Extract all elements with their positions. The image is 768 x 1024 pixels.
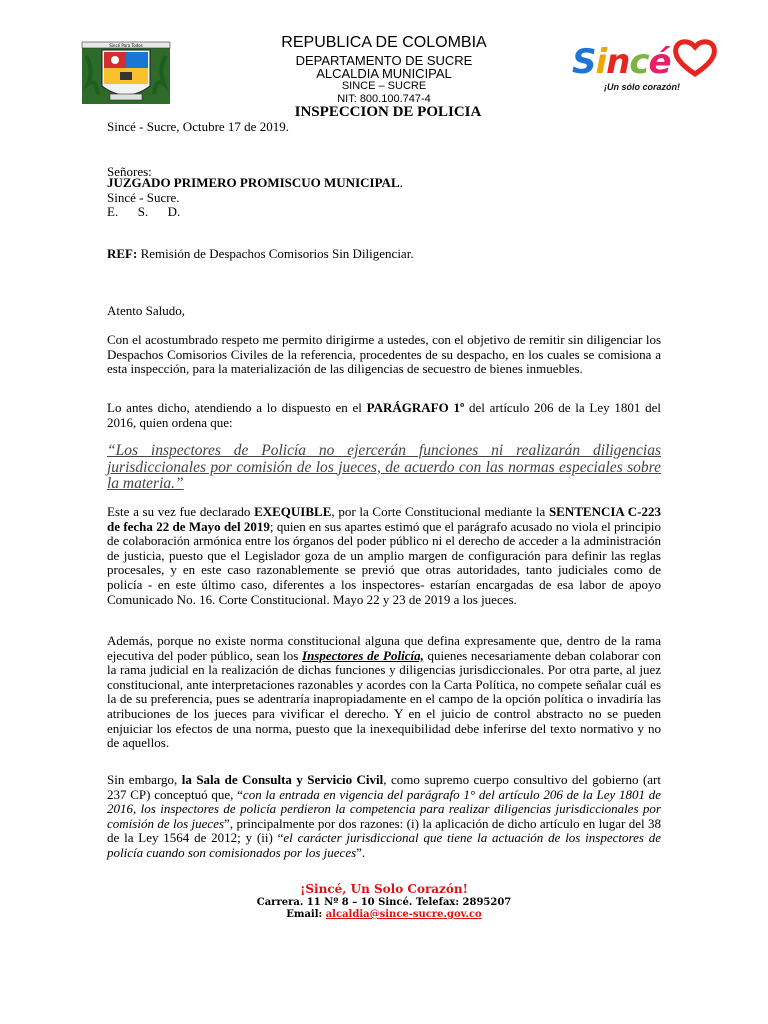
country-heading: REPUBLICA DE COLOMBIA bbox=[281, 34, 487, 51]
paragraph-1: Con el acostumbrado respeto me permito dirigirme a ustedes, con el objetivo de remitir sin diligenciar los Despachos Comisorios Civiles de la referencia, procedentes de su despacho, en los cuales se comisiona a esta inspección, para la materialización de las diligencias de secuestro de bienes inmuebles. bbox=[107, 332, 661, 377]
greeting: Atento Saludo, bbox=[107, 303, 185, 318]
since-brand-logo bbox=[568, 36, 720, 102]
reference-line bbox=[107, 247, 661, 262]
recipient-city: Sincé - Sucre. bbox=[107, 190, 180, 205]
reference-text: Remisión de Despachos Comisorios Sin Diligenciar. bbox=[137, 246, 414, 261]
footer-slogan: ¡Sincé, Un Solo Corazón! bbox=[300, 882, 468, 896]
paragraph-4: Además, porque no existe norma constitucional alguna que defina expresamente que, dentro de la rama ejecutiva del poder público, sean los Inspectores de Policía, quienes necesariamente deban colaborar con la rama judicial en la realización de dichas funciones y diligencias jurisdiccionales. Por otra parte, al juez constitucional, ante interpretaciones razonables y acordes con la Carta Política, no compete señalar cuál es la de su preferencia, pues se adentraría inapropiadamente en el campo de la opción política o invadiría las atribuciones de los jueces para vivificar el derecho. Y en el juicio de control abstracto no se pueden enjuiciar los efectos de una norma, puesto que la inexequibilidad debe inferirse del texto normativo y no de aquellos. bbox=[107, 633, 661, 751]
reference-label: REF: bbox=[107, 246, 138, 261]
crest-banner: Sincé Para Todos bbox=[109, 43, 143, 48]
paragraph-2: Lo antes dicho, atendiendo a lo dispuesto en el PARÁGRAFO 1º del artículo 206 de la Ley 1801 del 2016, quien ordena que: bbox=[107, 400, 661, 430]
heart-icon bbox=[672, 38, 718, 78]
mayoralty-heading: ALCALDIA MUNICIPAL bbox=[316, 66, 452, 81]
recipient-name: JUZGADO PRIMERO PROMISCUO MUNICIPAL bbox=[107, 175, 400, 190]
city-heading: SINCE – SUCRE bbox=[341, 80, 427, 92]
paragraph-3: Este a su vez fue declarado EXEQUIBLE, por la Corte Constitucional mediante la SENTENCIA C-223 de fecha 22 de Mayo del 2019; quien en sus apartes estimó que el parágrafo acusado no viola el principio de colaboración armónica entre los órganos del poder público ni el derecho de acceder a la administración de justicia, puesto que el Legislador goza de un amplio margen de configuración para definir las reglas procesales, y en este caso razonablemente se previó que otras autoridades, tanto judiciales como de policía - en este último caso, diferentes a los inspectores- estarían encargadas de esa labor de apoyo Comunicado No. 16. Corte Constitucional. Mayo 22 y 23 de 2019 a los jueces. bbox=[107, 504, 662, 607]
department-heading: DEPARTAMENTO DE SUCRE bbox=[295, 53, 473, 68]
footer-email-line: Email: alcaldia@since-sucre.gov.co bbox=[286, 909, 482, 920]
office-heading: INSPECCION DE POLICIA bbox=[294, 104, 482, 120]
email-link[interactable]: alcaldia@since-sucre.gov.co bbox=[325, 909, 482, 920]
salutation-to: Señores: bbox=[107, 164, 152, 179]
footer-address: Carrera. 11 Nº 8 – 10 Sincé. Telefax: 2895207 bbox=[256, 897, 512, 908]
law-quote: “Los inspectores de Policía no ejercerán funciones ni realizarán diligencias jurisdiccionales por comisión de los jueces, de acuerdo con las normas especiales sobre la materia.” bbox=[107, 442, 661, 492]
paragraph-5: Sin embargo, la Sala de Consulta y Servicio Civil, como supremo cuerpo consultivo del gobierno (art 237 CP) conceptuó que, “con la entrada en vigencia del parágrafo 1° del artículo 206 de la Ley 1801 de 2016, los inspectores de policía perdieron la competencia para realizar diligencias jurisdiccionales por comisión de los jueces”, principalmente por dos razones: (i) la aplicación de dicho artículo en lugar del 38 de la Ley 1564 de 2012; y (ii) “el carácter jurisdiccional que tiene la actuación de los inspectores de policía cuando son comisionados por los jueces”. bbox=[107, 772, 661, 860]
esd-line: E. S. D. bbox=[107, 204, 181, 219]
brand-word: Sincé bbox=[572, 42, 671, 82]
recipient-line: JUZGADO PRIMERO PROMISCUO MUNICIPAL. bbox=[107, 175, 403, 190]
nit-heading: NIT: 800.100.747-4 bbox=[337, 93, 431, 105]
letter-date: Sincé - Sucre, Octubre 17 de 2019. bbox=[107, 119, 289, 134]
brand-tagline: ¡Un sólo corazón! bbox=[604, 82, 680, 92]
